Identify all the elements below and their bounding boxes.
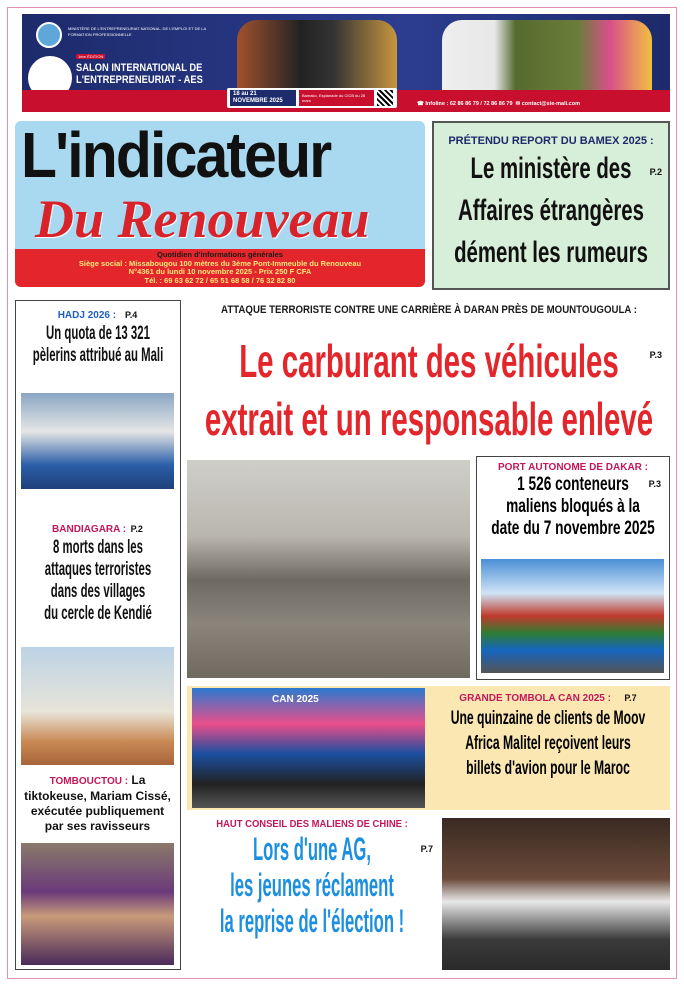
headline-line: dans des villages [50,581,145,602]
salon-title-line: L'ENTREPRENEURIAT - AES [76,74,203,86]
entrepreneurs-photo [237,20,397,92]
quarry-photo [187,460,470,678]
headline-line: 1 526 conteneurs [517,474,629,495]
masthead [15,121,425,287]
headline-line: billets d'avion pour le Maroc [466,758,630,779]
ministry-name: MINISTÈRE DE L'ENTREPRENEURIAT NATIONAL, DE L'EMPLOI ET DE LA FORMATION PROFESSIONNELLE [68,26,206,37]
bandiagara-article[interactable] [16,521,179,625]
masthead-title: L'indicateur [21,121,331,191]
bandiagara-monument-photo [21,647,174,765]
headline-line: Lors d'une AG, [253,831,371,867]
ministry-seal-icon [36,22,62,48]
article-kicker: PRÉTENDU REPORT DU BAMEX 2025 : [448,135,654,147]
page-ref: P.3 [648,479,661,489]
main-article-headline[interactable] [187,332,670,448]
tombola-article[interactable] [187,686,670,810]
page-ref: P.3 [649,350,662,360]
phone-icon: ☎ [417,101,424,107]
article-kicker: PORT AUTONOME DE DAKAR : [498,462,648,473]
headline-line: du cercle de Kendié [43,603,152,624]
page-ref: P.7 [420,844,433,854]
bamex-article[interactable] [432,121,670,290]
headline-line: Africa Malitel reçoivent leurs [465,733,631,754]
tombola-ceremony-photo [192,688,425,808]
qr-code-icon [377,90,393,106]
address: Siège social : Missabougou 100 mètres du 3ème Pont-Immeuble du Renouveau [78,258,362,268]
tombouctou-article[interactable] [20,773,175,834]
chine-article[interactable] [187,818,437,939]
containers-photo [481,559,664,673]
main-article-kicker-wrap [187,304,670,317]
hadj-signing-photo [21,393,174,489]
headline-line: les jeunes réclament [230,867,394,903]
photo-banner-text: CAN 2025 [272,694,319,705]
masthead-subtitle: Du Renouveau [35,189,370,249]
headline-line: Un quota de 13 321 [45,323,150,344]
event-info-box [227,88,397,108]
article-kicker: GRANDE TOMBOLA CAN 2025 : [459,693,611,704]
article-kicker: HADJ 2026 : [57,310,117,321]
banner-contact [417,101,580,107]
page-ref: P.2 [649,167,662,177]
infoline: Infoline : 62 86 86 79 / 72 86 86 79 [425,101,513,107]
headline-line: maliens bloqués à la [506,496,640,517]
headline-line: Le ministère des [470,152,632,185]
page-ref: P.4 [124,310,138,320]
headline-line: extrait et un responsable enlevé [204,393,653,445]
article-kicker: BANDIAGARA : [52,524,127,535]
page-ref: P.7 [624,693,637,703]
headline-line: attaques terroristes [44,559,151,580]
headline-line: dément les rumeurs [454,236,648,269]
assembly-meeting-photo [442,818,670,970]
email-icon: ✉ [515,101,521,107]
leaders-photo [442,20,652,92]
edition-badge: 1ère ÉDITION [78,54,104,59]
salon-title [76,62,203,86]
headline-line: 8 morts dans les [52,537,143,558]
issue-info: N°4361 du lundi 10 novembre 2025 - Prix 250 F CFA [128,267,312,277]
left-column [15,300,181,970]
headline-line: Une quinzaine de clients de Moov [450,708,646,729]
phone: Tél. : 69 63 62 72 / 65 51 68 58 / 76 32 82 80 [144,275,296,285]
email: contact@sie-mali.com [521,101,580,107]
headline-line: pèlerins attribué au Mali [32,345,163,366]
page-ref: P.2 [130,524,143,534]
article-kicker: HAUT CONSEIL DES MALIENS DE CHINE : [216,818,408,830]
salon-title-line: SALON INTERNATIONAL DE [76,62,203,74]
article-summary: La tiktokeuse, Mariam Cissé, exécutée publiquement par ses ravisseurs [24,773,171,833]
dakar-article[interactable] [476,456,670,680]
event-venue: Bamako, Esplanade du CICB du 28 mars [299,90,374,106]
tiktoker-portrait-photo [21,843,174,965]
event-dates: 18 au 21 NOVEMBRE 2025 [230,90,296,106]
advertisement-banner[interactable] [22,14,670,112]
masthead-info [15,249,425,287]
article-kicker: TOMBOUCTOU : [49,776,129,787]
headline-line: Le carburant des véhicules [238,335,619,387]
hadj-article[interactable] [16,307,179,367]
headline-line: date du 7 novembre 2025 [491,518,655,539]
headline-line: la reprise de l'élection ! [219,903,405,939]
main-article-kicker: ATTAQUE TERRORISTE CONTRE UNE CARRIÈRE À DARAN PRÈS DE MOUNTOUGOULA : [220,304,637,316]
headline-line: Affaires étrangères [458,194,644,227]
tagline: Quotidien d'informations générales [157,250,283,259]
